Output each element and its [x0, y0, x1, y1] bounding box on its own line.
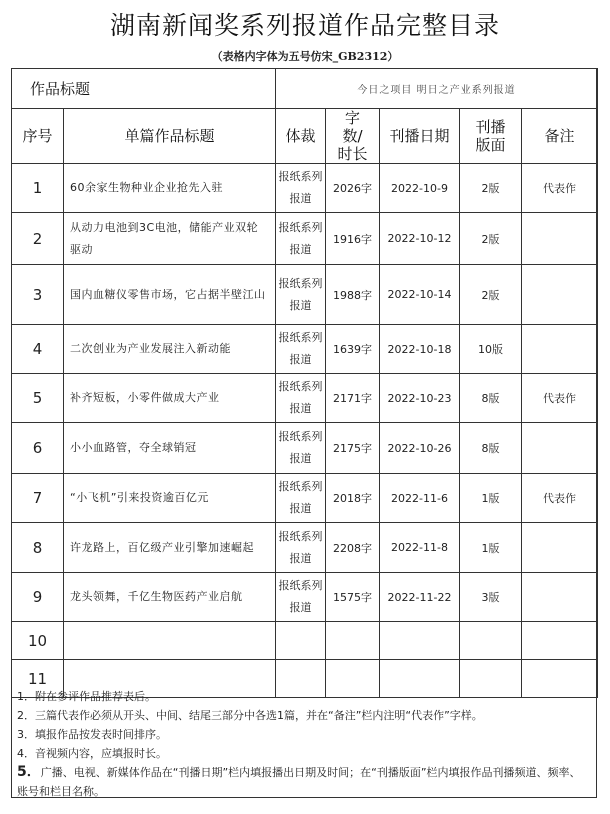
notes-block — [11, 685, 597, 798]
row-title: “小飞机”引来投资逾百亿元 — [64, 474, 276, 523]
row-genre: 报纸系列报道 — [276, 265, 326, 325]
row-length: 2208字 — [326, 523, 380, 573]
row-remark — [522, 523, 598, 573]
row-page: 2版 — [460, 213, 522, 265]
row-index: 10 — [12, 622, 64, 660]
work-title-label: 作品标题 — [29, 80, 90, 98]
row-index: 2 — [12, 213, 64, 265]
row-length: 1916字 — [326, 213, 380, 265]
row-genre: 报纸系列报道 — [276, 213, 326, 265]
row-date: 2022-10-26 — [380, 423, 460, 474]
row-genre — [276, 622, 326, 660]
row-length: 2026字 — [326, 164, 380, 213]
row-date: 2022-10-12 — [380, 213, 460, 265]
row-page: 2版 — [460, 265, 522, 325]
catalog-rows — [12, 164, 598, 698]
row-index: 4 — [12, 325, 64, 374]
work-title-value: 今日之项目 明日之产业系列报道 — [276, 69, 598, 109]
row-title: 许龙路上，百亿级产业引擎加速崛起 — [64, 523, 276, 573]
note-5 — [17, 763, 591, 801]
row-genre: 报纸系列报道 — [276, 374, 326, 423]
row-length: 1639字 — [326, 325, 380, 374]
row-date: 2022-11-22 — [380, 573, 460, 622]
row-genre: 报纸系列报道 — [276, 423, 326, 474]
row-page: 1版 — [460, 474, 522, 523]
row-page: 1版 — [460, 523, 522, 573]
header-remark: 备注 — [522, 109, 598, 164]
row-remark — [522, 265, 598, 325]
row-page — [460, 622, 522, 660]
table-row — [12, 265, 598, 325]
header-length — [326, 109, 380, 164]
row-index: 3 — [12, 265, 64, 325]
row-remark — [522, 213, 598, 265]
row-index: 7 — [12, 474, 64, 523]
table-row — [12, 423, 598, 474]
note-1: 1．附在参评作品推荐表后。 — [17, 690, 156, 703]
header-index: 序号 — [12, 109, 64, 164]
row-title: 国内血糖仪零售市场，它占据半壁江山 — [64, 265, 276, 325]
row-page: 8版 — [460, 374, 522, 423]
row-index: 11 — [12, 660, 64, 698]
row-length: 1988字 — [326, 265, 380, 325]
header-title: 单篇作品标题 — [64, 109, 276, 164]
table-row — [12, 622, 598, 660]
row-remark: 代表作 — [522, 474, 598, 523]
header-length-text: 字数/时长 — [337, 109, 368, 163]
row-length: 2171字 — [326, 374, 380, 423]
row-genre: 报纸系列报道 — [276, 474, 326, 523]
row-date: 2022-11-6 — [380, 474, 460, 523]
row-title — [64, 622, 276, 660]
row-title: 二次创业为产业发展注入新动能 — [64, 325, 276, 374]
row-length — [326, 622, 380, 660]
row-index: 8 — [12, 523, 64, 573]
row-genre: 报纸系列报道 — [276, 325, 326, 374]
row-remark — [522, 573, 598, 622]
table-row — [12, 573, 598, 622]
table-row — [12, 213, 598, 265]
row-page: 8版 — [460, 423, 522, 474]
header-page-text: 刊播版面 — [475, 118, 506, 154]
row-title: 龙头领舞，千亿生物医药产业启航 — [64, 573, 276, 622]
row-length: 2018字 — [326, 474, 380, 523]
note-5-text: 广播、电视、新媒体作品在“刊播日期”栏内填报播出日期及时间；在“刊播版面”栏内填报作品刊播频道、频率、账号和栏目名称。 — [17, 766, 581, 798]
row-remark — [522, 325, 598, 374]
work-title-label-cell — [12, 69, 276, 109]
row-genre: 报纸系列报道 — [276, 523, 326, 573]
document-subtitle: （表格内字体为五号仿宋_GB2312） — [211, 50, 399, 63]
row-remark: 代表作 — [522, 374, 598, 423]
header-date: 刊播日期 — [380, 109, 460, 164]
row-date — [380, 622, 460, 660]
row-title: 从动力电池到3C电池，储能产业双轮驱动 — [64, 213, 276, 265]
row-title: 60余家生物种业企业抢先入驻 — [64, 164, 276, 213]
row-genre: 报纸系列报道 — [276, 573, 326, 622]
row-remark — [522, 622, 598, 660]
table-row — [12, 164, 598, 213]
header-page — [460, 109, 522, 164]
table-row — [12, 523, 598, 573]
row-title: 补齐短板，小零件做成大产业 — [64, 374, 276, 423]
header-row — [12, 109, 598, 164]
row-index: 9 — [12, 573, 64, 622]
table-row — [12, 325, 598, 374]
note-4: 4．音视频内容，应填报时长。 — [17, 747, 167, 760]
header-genre: 体裁 — [276, 109, 326, 164]
row-date: 2022-10-23 — [380, 374, 460, 423]
row-remark — [522, 423, 598, 474]
table-row — [12, 374, 598, 423]
row-index: 1 — [12, 164, 64, 213]
row-remark: 代表作 — [522, 164, 598, 213]
table-row — [12, 474, 598, 523]
note-2: 2．三篇代表作必须从开头、中间、结尾三部分中各选1篇，并在“备注”栏内注明“代表作”字样。 — [17, 709, 483, 722]
row-page: 10版 — [460, 325, 522, 374]
row-date: 2022-10-14 — [380, 265, 460, 325]
row-length: 1575字 — [326, 573, 380, 622]
note-5-number: 5． — [17, 764, 41, 780]
row-date: 2022-10-18 — [380, 325, 460, 374]
row-length: 2175字 — [326, 423, 380, 474]
row-date: 2022-10-9 — [380, 164, 460, 213]
note-3: 3．填报作品按发表时间排序。 — [17, 728, 167, 741]
catalog-table — [11, 68, 598, 698]
document-title: 湖南新闻奖系列报道作品完整目录 — [109, 11, 500, 40]
row-index: 5 — [12, 374, 64, 423]
row-index: 6 — [12, 423, 64, 474]
row-title: 小小血路管，夺全球销冠 — [64, 423, 276, 474]
row-page: 3版 — [460, 573, 522, 622]
row-date: 2022-11-8 — [380, 523, 460, 573]
row-page: 2版 — [460, 164, 522, 213]
work-title-row — [12, 69, 598, 109]
row-genre: 报纸系列报道 — [276, 164, 326, 213]
